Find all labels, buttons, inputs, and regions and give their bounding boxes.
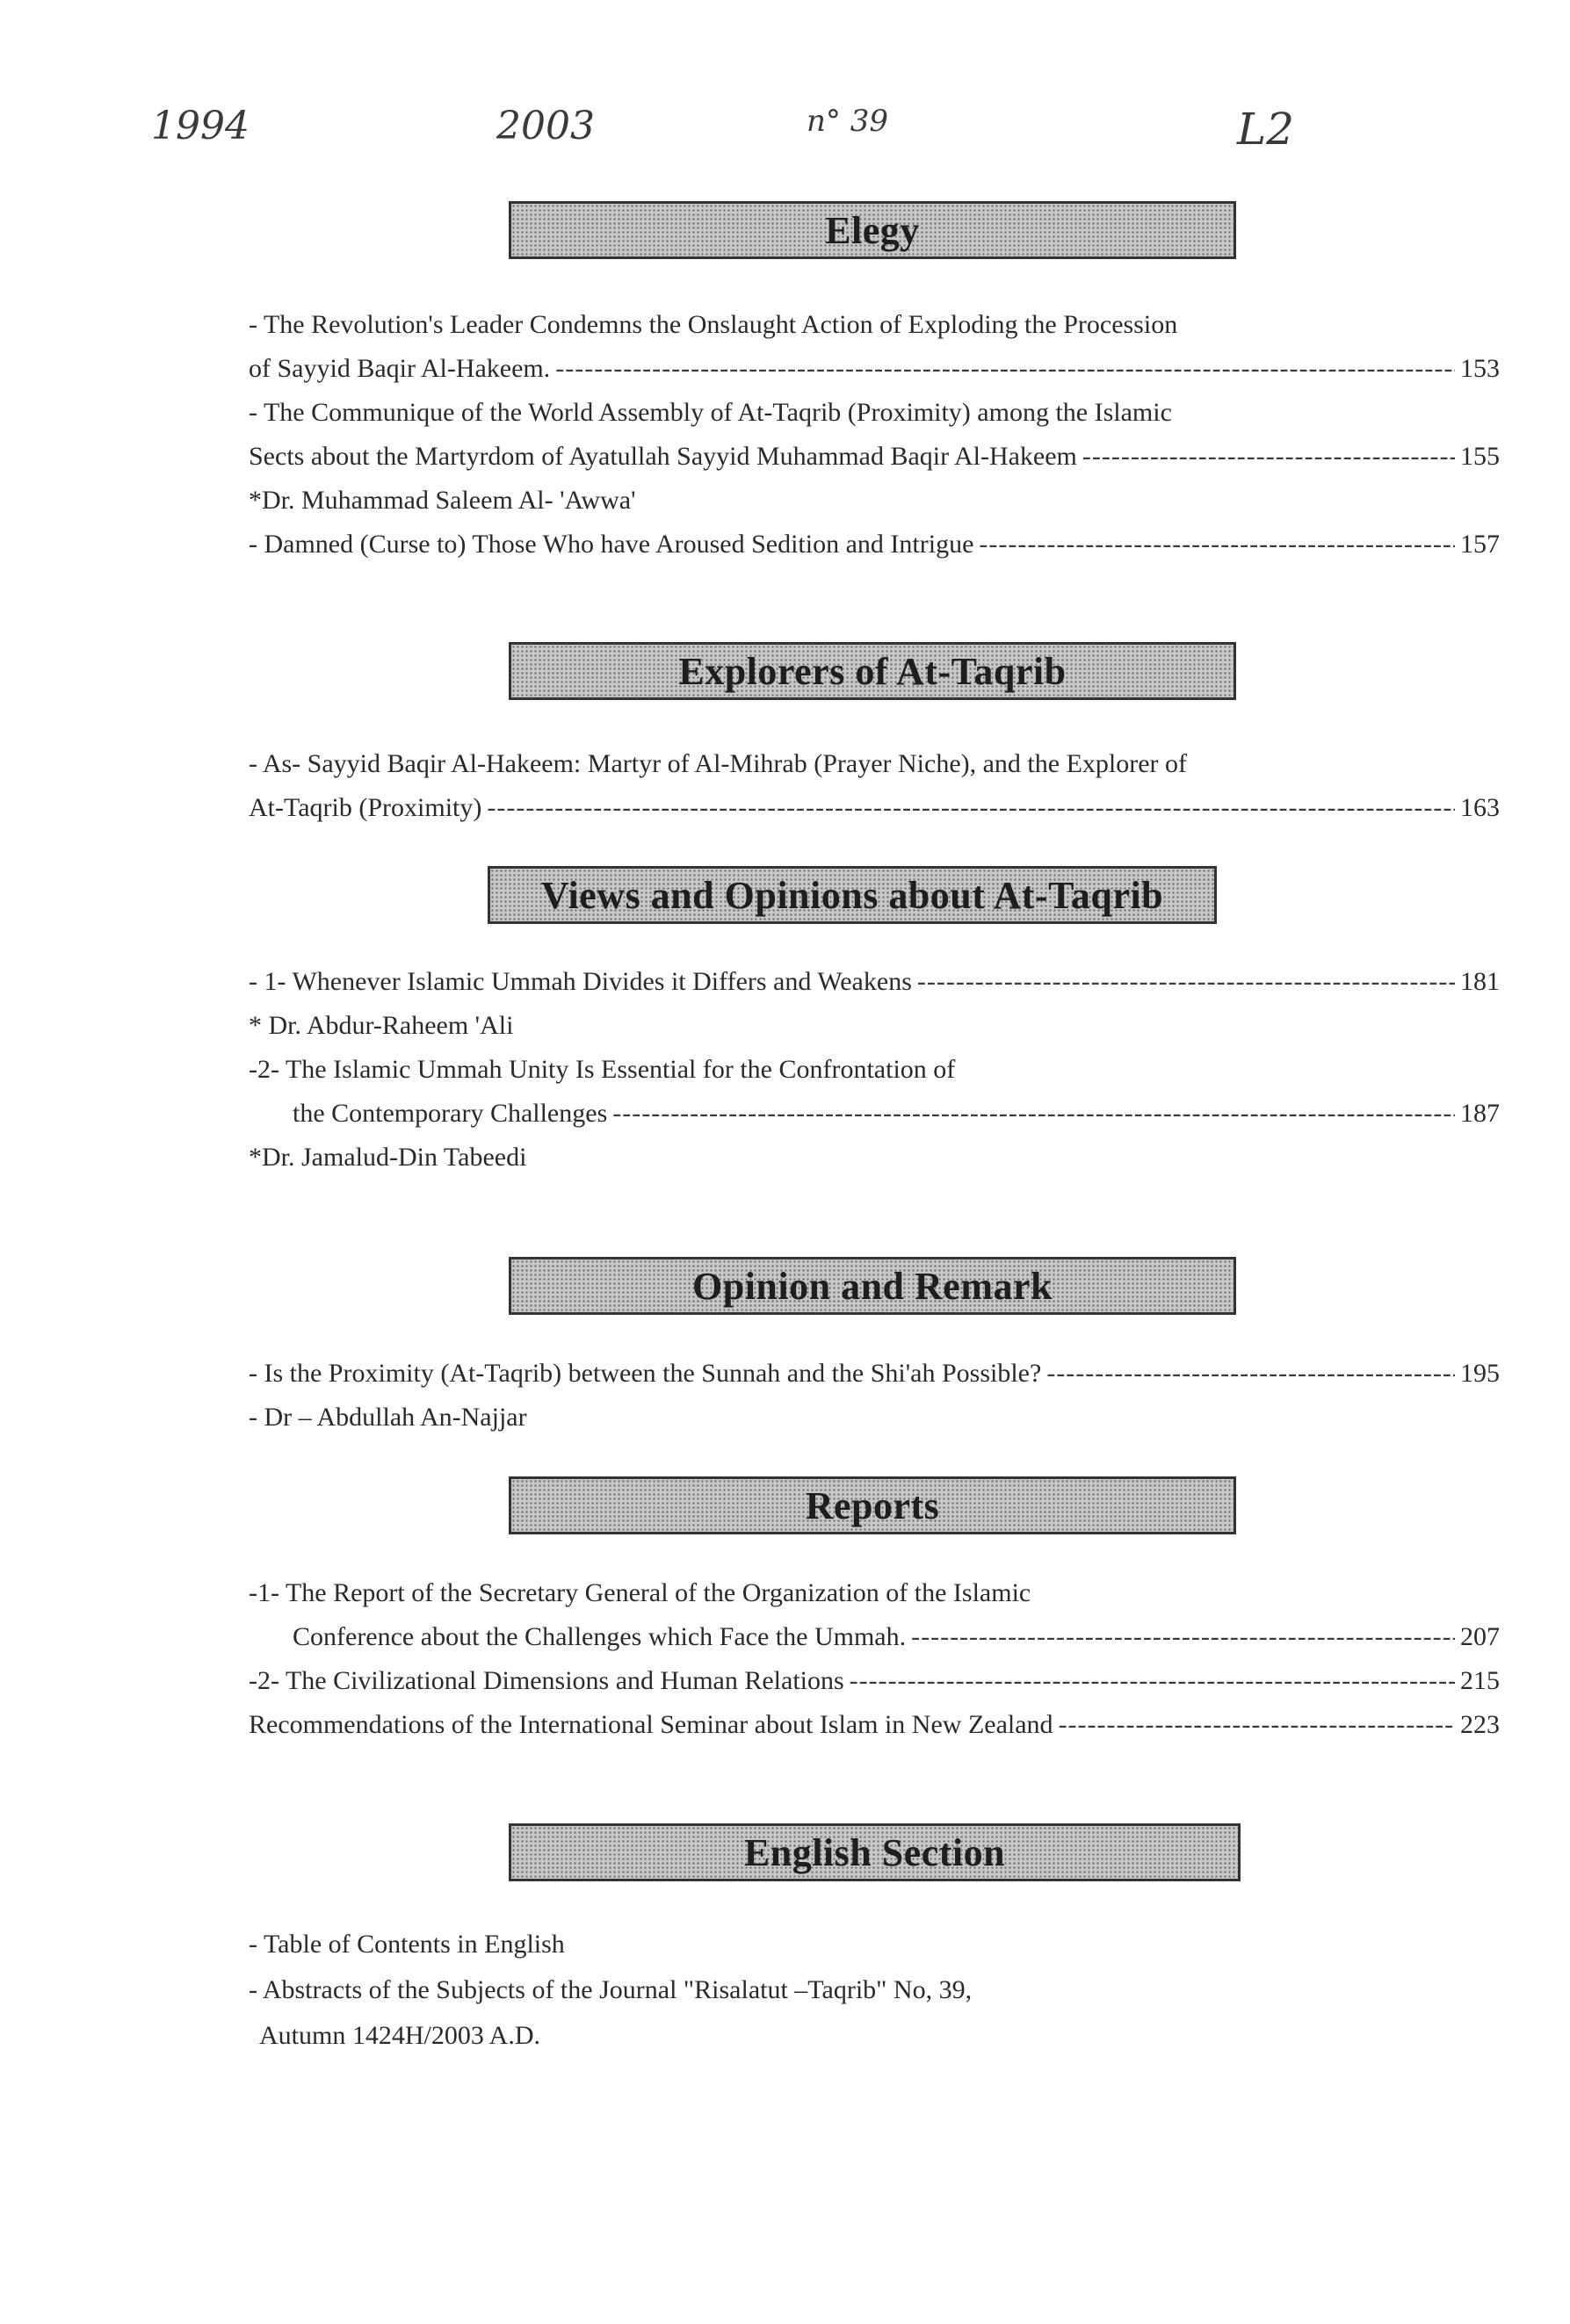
toc-line: - As- Sayyid Baqir Al-Hakeem: Martyr of Al-Mihrab (Prayer Niche), and the Explorer of bbox=[249, 749, 1188, 778]
dot-leader bbox=[555, 353, 1455, 385]
page-number: 163 bbox=[1460, 793, 1500, 822]
toc-entry-title: of Sayyid Baqir Al-Hakeem. bbox=[249, 354, 551, 383]
toc-entry-title: Recommendations of the International Seminar about Islam in New Zealand bbox=[249, 1710, 1053, 1739]
toc-entry bbox=[293, 1621, 1500, 1653]
toc-line: -2- The Islamic Ummah Unity Is Essential for the Confrontation of bbox=[249, 1055, 956, 1084]
handwritten-note-left: 1994 bbox=[151, 104, 250, 148]
section-heading-reports bbox=[509, 1476, 1236, 1534]
toc-line: - The Communique of the World Assembly of At-Taqrib (Proximity) among the Islamic bbox=[249, 398, 1172, 427]
toc-line: - Abstracts of the Subjects of the Journal "Risalatut –Taqrib" No, 39, bbox=[249, 1975, 973, 2004]
section-title: Explorers of At-Taqrib bbox=[678, 649, 1067, 693]
page-number: 181 bbox=[1460, 967, 1500, 996]
section-heading-views bbox=[488, 866, 1217, 924]
toc-entry bbox=[249, 1358, 1500, 1389]
section-heading-english bbox=[509, 1823, 1241, 1881]
section-heading-opinion bbox=[509, 1257, 1236, 1315]
toc-entry-title: Sects about the Martyrdom of Ayatullah Sayyid Muhammad Baqir Al-Hakeem bbox=[249, 442, 1077, 471]
handwritten-note-right: L2 bbox=[1237, 104, 1295, 155]
page-number: 207 bbox=[1460, 1622, 1500, 1651]
toc-entry-title: At-Taqrib (Proximity) bbox=[249, 793, 482, 822]
toc-line: - The Revolution's Leader Condemns the Onslaught Action of Exploding the Procession bbox=[249, 310, 1178, 339]
section-title: Views and Opinions about At-Taqrib bbox=[540, 873, 1164, 917]
toc-entry bbox=[249, 441, 1500, 473]
dot-leader bbox=[979, 529, 1455, 560]
page-number: 195 bbox=[1460, 1359, 1500, 1388]
page-number: 153 bbox=[1460, 354, 1500, 383]
dot-leader bbox=[911, 1621, 1455, 1653]
section-heading-elegy bbox=[509, 201, 1236, 259]
page-number: 223 bbox=[1460, 1710, 1500, 1739]
toc-author: - Dr – Abdullah An-Najjar bbox=[249, 1403, 527, 1432]
section-title: Elegy bbox=[825, 208, 920, 252]
dot-leader bbox=[1046, 1358, 1455, 1389]
section-title: Reports bbox=[805, 1483, 940, 1527]
toc-line: Autumn 1424H/2003 A.D. bbox=[259, 2021, 541, 2050]
handwritten-note-number: n° 39 bbox=[807, 104, 888, 139]
dot-leader bbox=[487, 792, 1455, 824]
section-title: Opinion and Remark bbox=[692, 1264, 1053, 1308]
toc-entry bbox=[249, 792, 1500, 824]
toc-entry-title: the Contemporary Challenges bbox=[293, 1099, 608, 1128]
dot-leader bbox=[1082, 441, 1455, 473]
page-number: 155 bbox=[1460, 442, 1500, 471]
page-number: 157 bbox=[1460, 530, 1500, 559]
toc-entry bbox=[249, 353, 1500, 385]
toc-entry bbox=[249, 529, 1500, 560]
dot-leader bbox=[1059, 1709, 1455, 1741]
page-number: 215 bbox=[1460, 1666, 1500, 1695]
toc-entry bbox=[293, 1098, 1500, 1130]
toc-entry bbox=[249, 1709, 1500, 1741]
toc-entry bbox=[249, 966, 1500, 998]
toc-entry-title: - 1- Whenever Islamic Ummah Divides it Differs and Weakens bbox=[249, 967, 912, 996]
toc-entry-title: Conference about the Challenges which Face the Ummah. bbox=[293, 1622, 907, 1651]
toc-line: - Table of Contents in English bbox=[249, 1930, 565, 1959]
toc-author: * Dr. Abdur-Raheem 'Ali bbox=[249, 1011, 514, 1040]
handwritten-note-year: 2003 bbox=[496, 104, 595, 148]
toc-author: *Dr. Jamalud-Din Tabeedi bbox=[249, 1143, 527, 1172]
page-number: 187 bbox=[1460, 1099, 1500, 1128]
dot-leader bbox=[612, 1098, 1455, 1130]
toc-entry-title: -2- The Civilizational Dimensions and Human Relations bbox=[249, 1666, 844, 1695]
toc-author: *Dr. Muhammad Saleem Al- 'Awwa' bbox=[249, 486, 636, 515]
section-heading-explorers bbox=[509, 642, 1236, 700]
section-title: English Section bbox=[743, 1830, 1006, 1874]
toc-entry-title: - Damned (Curse to) Those Who have Aroused Sedition and Intrigue bbox=[249, 530, 974, 559]
toc-entry-title: - Is the Proximity (At-Taqrib) between the Sunnah and the Shi'ah Possible? bbox=[249, 1359, 1042, 1388]
dot-leader bbox=[850, 1665, 1455, 1697]
dot-leader bbox=[917, 966, 1455, 998]
toc-entry bbox=[249, 1665, 1500, 1697]
toc-line: -1- The Report of the Secretary General of the Organization of the Islamic bbox=[249, 1578, 1031, 1607]
